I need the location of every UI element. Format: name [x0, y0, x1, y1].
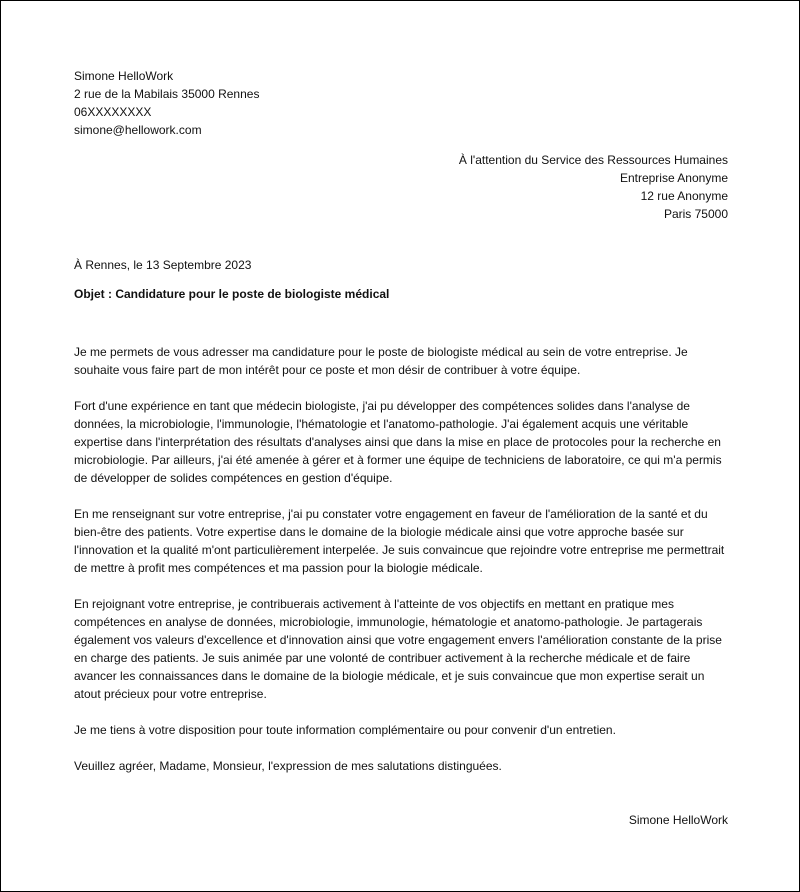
recipient-attention: À l'attention du Service des Ressources Humaines: [458, 153, 728, 167]
paragraph-intro: Je me permets de vous adresser ma candidature pour le poste de biologiste médical au sein de votre entreprise. Je souhaite vous faire part de mon intérêt pour ce poste et mon désir de contribuer à votre équipe.: [74, 345, 688, 377]
paragraph-contribution: En rejoignant votre entreprise, je contribuerais activement à l'atteinte de vos objectifs en mettant en pratique mes compétences en analyse de données, microbiologie, immunologie, hématologie et anatomo-pathologie. Je partagerais également vos valeurs d'excellence et d'innovation ainsi que votre engagement envers l'amélioration constante de la prise en charge des patients. Je suis animée par une volonté de contribuer activement à la recherche médicale et de faire avancer les connaissances dans le domaine de la biologie médicale, et je suis convaincue que mon expertise serait un atout précieux pour votre entreprise.: [74, 597, 722, 701]
recipient-city: Paris 75000: [663, 207, 728, 221]
paragraph-company: En me renseignant sur votre entreprise, j'ai pu constater votre engagement en faveur de l'amélioration de la santé et du bien-être des patients. Votre expertise dans le domaine de la biologie médicale ainsi que votre approche basée sur l'innovation et la qualité m'ont particulièrement interpelée. Je suis convaincue que rejoindre votre entreprise me permettrait de mettre à profit mes compétences et ma passion pour la biologie médicale.: [74, 507, 725, 575]
paragraph-closing: Veuillez agréer, Madame, Monsieur, l'expression de mes salutations distinguées.: [74, 759, 502, 773]
signature: Simone HelloWork: [628, 813, 728, 827]
sender-name: Simone HelloWork: [74, 69, 174, 83]
sender-address: 2 rue de la Mabilais 35000 Rennes: [74, 87, 260, 101]
date-line: À Rennes, le 13 Septembre 2023: [74, 258, 252, 272]
recipient-block: [459, 151, 728, 223]
recipient-street: 12 rue Anonyme: [640, 189, 728, 203]
letter-body: [74, 343, 734, 793]
paragraph-availability: Je me tiens à votre disposition pour toute information complémentaire ou pour convenir d'un entretien.: [74, 723, 616, 737]
sender-phone: 06XXXXXXXX: [74, 105, 152, 119]
recipient-company: Entreprise Anonyme: [619, 171, 728, 185]
paragraph-experience: Fort d'une expérience en tant que médecin biologiste, j'ai pu développer des compétences solides dans l'analyse de données, la microbiologie, l'immunologie, l'hématologie et l'anatomo-pathologie. J'ai également acquis une véritable expertise dans l'interprétation des résultats d'analyses ainsi que dans la mise en place de protocoles pour la recherche en microbiologie. Par ailleurs, j'ai été amenée à gérer et à former une équipe de techniciens de laboratoire, ce qui m'a permis de développer de solides compétences en gestion d'équipe.: [74, 399, 722, 485]
subject-line: Objet : Candidature pour le poste de biologiste médical: [74, 287, 390, 301]
sender-block: [74, 67, 259, 139]
sender-email: simone@hellowork.com: [74, 123, 202, 137]
